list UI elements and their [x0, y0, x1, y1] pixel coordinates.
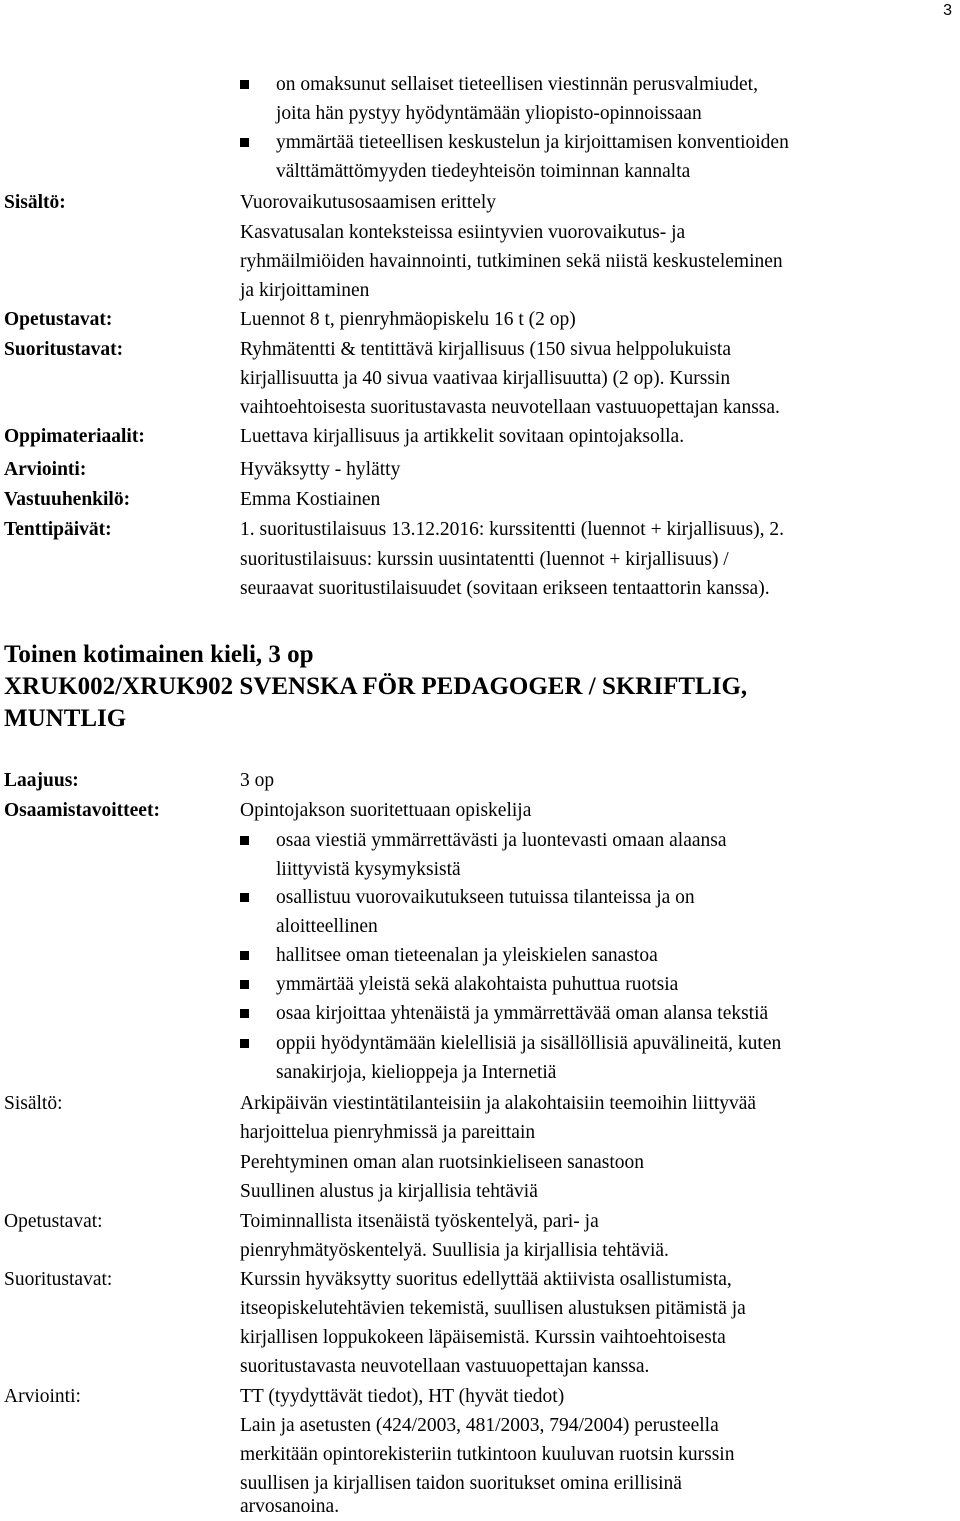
- suoritustavat-line: vaihtoehtoisesta suoritustavasta neuvotellaan vastuuopettajan kanssa.: [240, 397, 780, 418]
- arviointi-line: arvosanoina.: [240, 1496, 340, 1517]
- label-arviointi: Arviointi:: [4, 1386, 81, 1407]
- bullet-line: osallistuu vuorovaikutukseen tutuissa tilanteissa ja on: [276, 887, 695, 908]
- bullet-icon: [240, 138, 249, 147]
- sisalto-line: Vuorovaikutusosaamisen erittely: [240, 192, 497, 213]
- tenttipaivat-line: 1. suoritustilaisuus 13.12.2016: kurssitentti (luennot + kirjallisuus), 2.: [240, 519, 784, 540]
- bullet-line: oppii hyödyntämään kielellisiä ja sisällöllisiä apuvälineitä, kuten: [276, 1033, 782, 1054]
- bullet-line: välttämättömyyden tiedeyhteisön toiminnan kannalta: [276, 161, 691, 182]
- bullet-icon: [240, 893, 249, 902]
- suoritustavat-line: Ryhmätentti & tentittävä kirjallisuus (150 sivua helppolukuista: [240, 339, 731, 360]
- label-vastuuhenkilo: Vastuuhenkilö:: [4, 489, 131, 510]
- bullet-icon: [240, 980, 249, 989]
- arviointi-line: Hyväksytty - hylätty: [240, 459, 401, 480]
- label-opetustavat: Opetustavat:: [4, 1211, 103, 1232]
- bullet-icon: [240, 1009, 249, 1018]
- laajuus-value: 3 op: [240, 770, 275, 791]
- label-sisalto: Sisältö:: [4, 1093, 63, 1114]
- opetustavat-line: Toiminnallista itsenäistä työskentelyä, pari- ja: [240, 1211, 599, 1232]
- arviointi-line: Lain ja asetusten (424/2003, 481/2003, 794/2004) perusteella: [240, 1415, 719, 1436]
- bullet-line: sanakirjoja, kielioppeja ja Internetiä: [276, 1062, 557, 1083]
- section-heading: Toinen kotimainen kieli, 3 op: [4, 641, 314, 668]
- tenttipaivat-line: seuraavat suoritustilaisuudet (sovitaan erikseen tentaattorin kanssa).: [240, 578, 770, 599]
- bullet-line: ymmärtää tieteellisen keskustelun ja kirjoittamisen konventioiden: [276, 132, 789, 153]
- arviointi-line: merkitään opintorekisteriin tutkintoon kuuluvan ruotsin kurssin: [240, 1444, 735, 1465]
- label-arviointi: Arviointi:: [4, 459, 87, 480]
- bullet-line: joita hän pystyy hyödyntämään yliopisto-opinnoissaan: [276, 103, 702, 124]
- oppimateriaalit-line: Luettava kirjallisuus ja artikkelit sovitaan opintojaksolla.: [240, 426, 685, 447]
- label-suoritustavat: Suoritustavat:: [4, 1269, 113, 1290]
- suoritustavat-line: kirjallisen loppukokeen läpäisemistä. Kurssin vaihtoehtoisesta: [240, 1327, 726, 1348]
- suoritustavat-line: Kurssin hyväksytty suoritus edellyttää aktiivista osallistumista,: [240, 1269, 732, 1290]
- sisalto-line: ryhmäilmiöiden havainnointi, tutkiminen sekä niistä keskusteleminen: [240, 251, 783, 272]
- label-opetustavat: Opetustavat:: [4, 309, 113, 330]
- opetustavat-line: pienryhmätyöskentelyä. Suullisia ja kirjallisia tehtäviä.: [240, 1240, 669, 1261]
- label-sisalto: Sisältö:: [4, 192, 66, 213]
- bullet-icon: [240, 836, 249, 845]
- page-number: 3: [943, 2, 952, 19]
- sisalto-line: Perehtyminen oman alan ruotsinkieliseen sanastoon: [240, 1152, 644, 1173]
- course-title: XRUK002/XRUK902 SVENSKA FÖR PEDAGOGER / SKRIFTLIG,: [4, 673, 748, 700]
- label-tenttipaivat: Tenttipäivät:: [4, 519, 112, 540]
- sisalto-line: Suullinen alustus ja kirjallisia tehtäviä: [240, 1181, 538, 1202]
- bullet-icon: [240, 951, 249, 960]
- suoritustavat-line: suoritustavasta neuvotellaan vastuuopettajan kanssa.: [240, 1356, 650, 1377]
- bullet-line: ymmärtää yleistä sekä alakohtaista puhuttua ruotsia: [276, 974, 679, 995]
- sisalto-line: Arkipäivän viestintätilanteisiin ja alakohtaisiin teemoihin liittyvää: [240, 1093, 757, 1114]
- bullet-line: hallitsee oman tieteenalan ja yleiskielen sanastoa: [276, 945, 658, 966]
- suoritustavat-line: itseopiskelutehtävien tekemistä, suullisen alustuksen pitämistä ja: [240, 1298, 746, 1319]
- opetustavat-line: Luennot 8 t, pienryhmäopiskelu 16 t (2 op): [240, 309, 576, 330]
- bullet-line: liittyvistä kysymyksistä: [276, 859, 461, 880]
- bullet-line: aloitteellinen: [276, 916, 378, 937]
- bullet-line: osaa kirjoittaa yhtenäistä ja ymmärrettävää oman alansa tekstiä: [276, 1003, 769, 1024]
- osaamis-intro: Opintojakson suoritettuaan opiskelija: [240, 800, 532, 821]
- arviointi-line: suullisen ja kirjallisen taidon suoritukset omina erillisinä: [240, 1473, 682, 1494]
- suoritustavat-line: kirjallisuutta ja 40 sivua vaativaa kirjallisuutta) (2 op). Kurssin: [240, 368, 731, 389]
- sisalto-line: harjoittelua pienryhmissä ja pareittain: [240, 1122, 536, 1143]
- course-title-cont: MUNTLIG: [4, 705, 127, 732]
- tenttipaivat-line: suoritustilaisuus: kurssin uusintatentti (luennot + kirjallisuus) /: [240, 549, 729, 570]
- bullet-line: osaa viestiä ymmärrettävästi ja luontevasti omaan alaansa: [276, 830, 727, 851]
- label-osaamistavoitteet: Osaamistavoitteet:: [4, 800, 160, 821]
- sisalto-line: Kasvatusalan konteksteissa esiintyvien vuorovaikutus- ja: [240, 222, 686, 243]
- vastuuhenkilo-line: Emma Kostiainen: [240, 489, 381, 510]
- label-laajuus: Laajuus:: [4, 770, 79, 791]
- sisalto-line: ja kirjoittaminen: [240, 280, 370, 301]
- bullet-icon: [240, 80, 249, 89]
- bullet-icon: [240, 1039, 249, 1048]
- arviointi-line: TT (tyydyttävät tiedot), HT (hyvät tiedot): [240, 1386, 565, 1407]
- label-suoritustavat: Suoritustavat:: [4, 339, 124, 360]
- label-oppimateriaalit: Oppimateriaalit:: [4, 426, 145, 447]
- bullet-line: on omaksunut sellaiset tieteellisen viestinnän perusvalmiudet,: [276, 74, 758, 95]
